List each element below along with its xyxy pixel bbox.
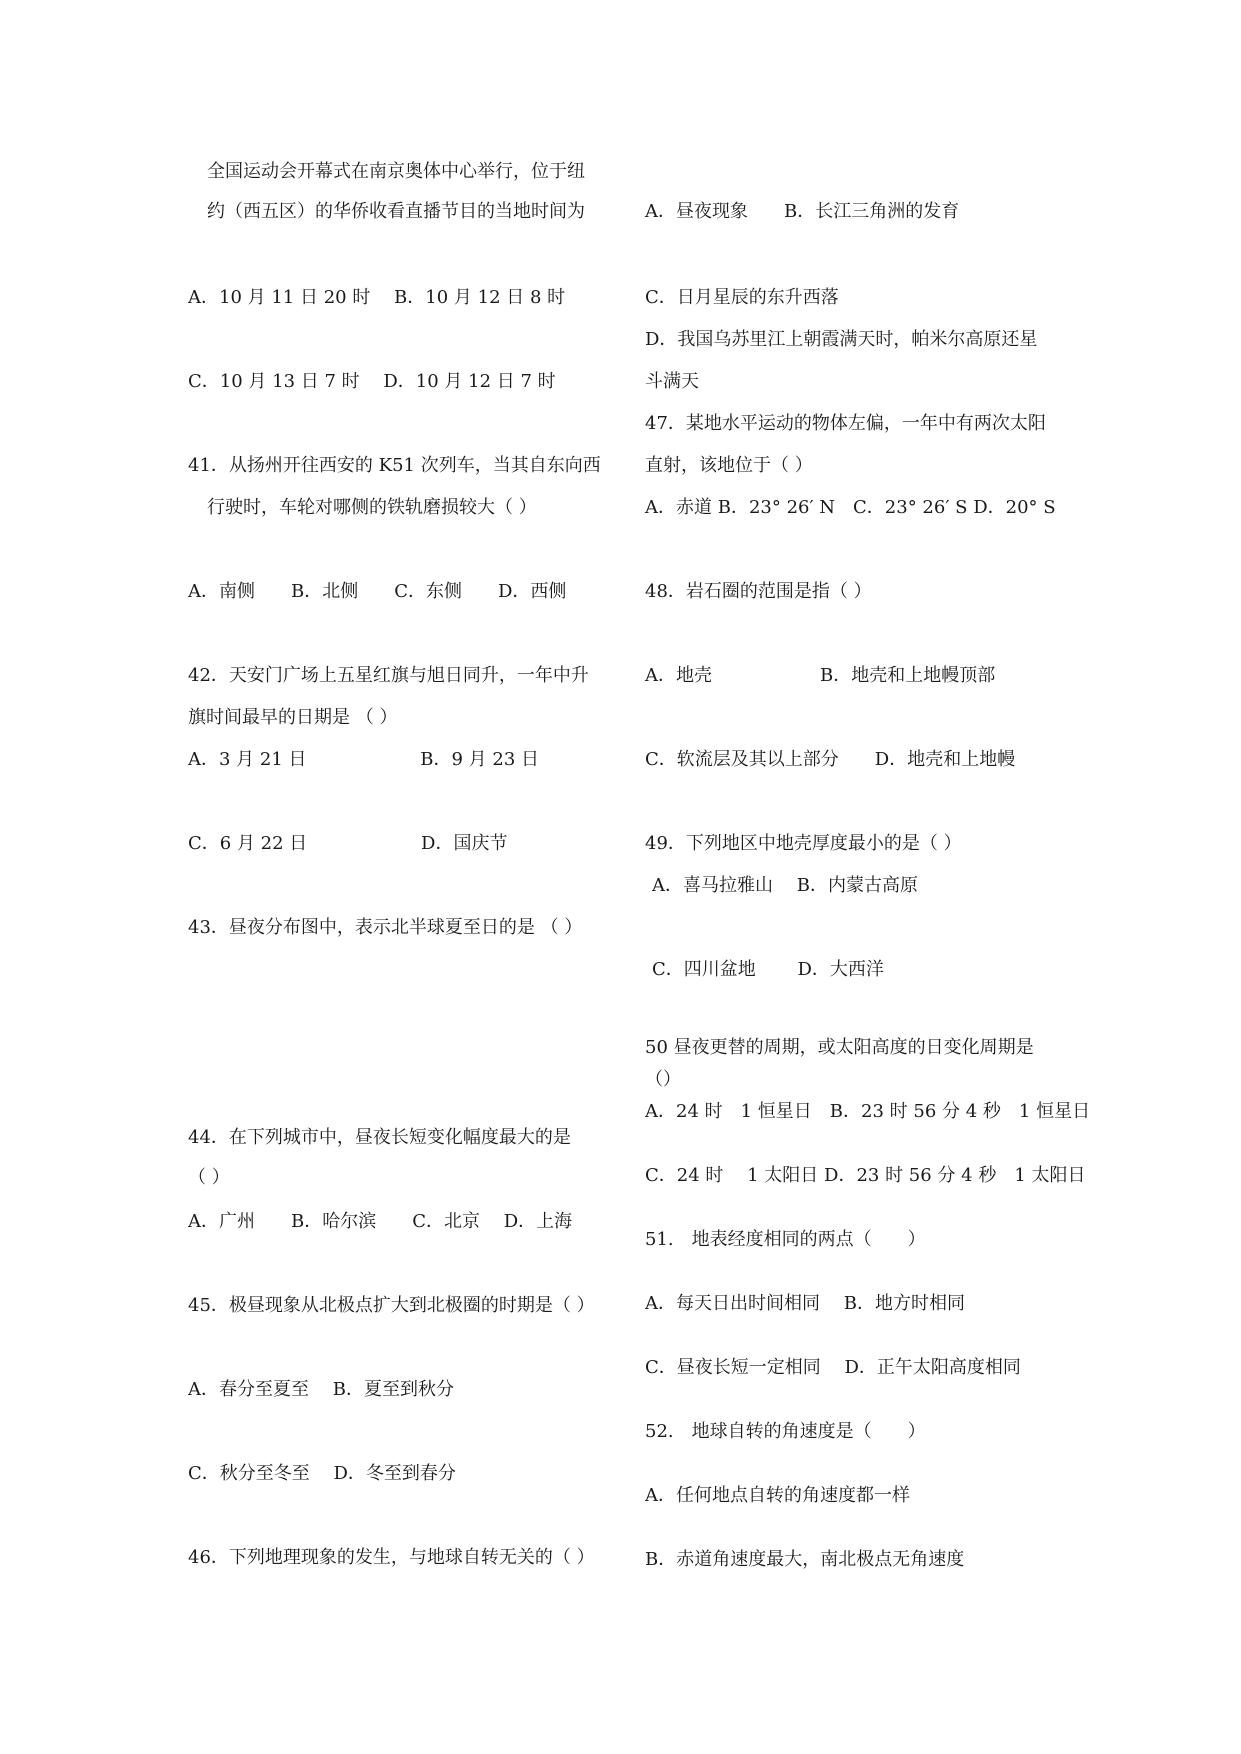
question-47: 47．某地水平运动的物体左偏，一年中有两次太阳 [645, 413, 1046, 434]
text-line: 斗满天 [645, 371, 699, 392]
answer-option: C．日月星辰的东升西落 [645, 287, 839, 308]
answer-options: A．3 月 21 日 B．9 月 23 日 [188, 749, 539, 770]
answer-options: C．6 月 22 日 D．国庆节 [188, 833, 508, 854]
text-line: 全国运动会开幕式在南京奥体中心举行，位于纽 [207, 161, 585, 182]
answer-options: A．南侧 B．北侧 C．东侧 D．西侧 [188, 581, 567, 602]
question-43: 43．昼夜分布图中，表示北半球夏至日的是 （ ） [188, 917, 583, 938]
question-48: 48．岩石圈的范围是指（ ） [645, 581, 872, 602]
answer-options: A．昼夜现象 B．长江三角洲的发育 [645, 201, 960, 222]
question-49: 49．下列地区中地壳厚度最小的是（ ） [645, 833, 962, 854]
question-52: 52. 地球自转的角速度是（ ） [645, 1421, 926, 1442]
text-line: 旗时间最早的日期是 （ ） [188, 707, 398, 728]
answer-option: D．我国乌苏里江上朝霞满天时，帕米尔高原还星 [645, 329, 1038, 350]
answer-options: A．每天日出时间相同 B．地方时相同 [645, 1293, 965, 1314]
answer-options: C．四川盆地 D．大西洋 [652, 959, 884, 980]
answer-option: B．赤道角速度最大，南北极点无角速度 [645, 1549, 965, 1570]
answer-options: C．软流层及其以上部分 D．地壳和上地幔 [645, 749, 1016, 770]
answer-options: C．10 月 13 日 7 时 D．10 月 12 日 7 时 [188, 371, 556, 392]
question-42: 42．天安门广场上五星红旗与旭日同升，一年中升 [188, 665, 589, 686]
answer-options: C．秋分至冬至 D．冬至到春分 [188, 1463, 456, 1484]
answer-options: A．喜马拉雅山 B．内蒙古高原 [652, 875, 918, 896]
answer-options: A．广州 B．哈尔滨 C．北京 D．上海 [188, 1211, 573, 1232]
text-line: 约（西五区）的华侨收看直播节目的当地时间为 [207, 201, 585, 222]
question-44: 44．在下列城市中，昼夜长短变化幅度最大的是 [188, 1127, 571, 1148]
text-line: 行驶时，车轮对哪侧的铁轨磨损较大（ ） [207, 497, 537, 518]
answer-options: A．春分至夏至 B．夏至到秋分 [188, 1379, 454, 1400]
answer-options: A．10 月 11 日 20 时 B．10 月 12 日 8 时 [188, 287, 566, 308]
answer-options: A．赤道 B．23° 26′ N C．23° 26′ S D．20° S [645, 497, 1056, 518]
question-50: 50 昼夜更替的周期，或太阳高度的日变化周期是 [645, 1037, 1034, 1058]
answer-options: C．昼夜长短一定相同 D．正午太阳高度相同 [645, 1357, 1021, 1378]
question-46: 46．下列地理现象的发生，与地球自转无关的（ ） [188, 1547, 595, 1568]
answer-options: A．24 时 1 恒星日 B．23 时 56 分 4 秒 1 恒星日 [645, 1101, 1091, 1122]
answer-options: C．24 时 1 太阳日 D．23 时 56 分 4 秒 1 太阳日 [645, 1165, 1086, 1186]
answer-options: A．地壳 B．地壳和上地幔顶部 [645, 665, 996, 686]
text-line: 直射，该地位于（ ） [645, 455, 813, 476]
question-45: 45．极昼现象从北极点扩大到北极圈的时期是（ ） [188, 1295, 595, 1316]
question-51: 51. 地表经度相同的两点（ ） [645, 1229, 926, 1250]
text-line: （ ） [188, 1167, 230, 1188]
question-41: 41．从扬州开往西安的 K51 次列车，当其自东向西 [188, 455, 601, 476]
answer-option: A．任何地点自转的角速度都一样 [645, 1485, 910, 1506]
text-line: （） [645, 1069, 681, 1090]
